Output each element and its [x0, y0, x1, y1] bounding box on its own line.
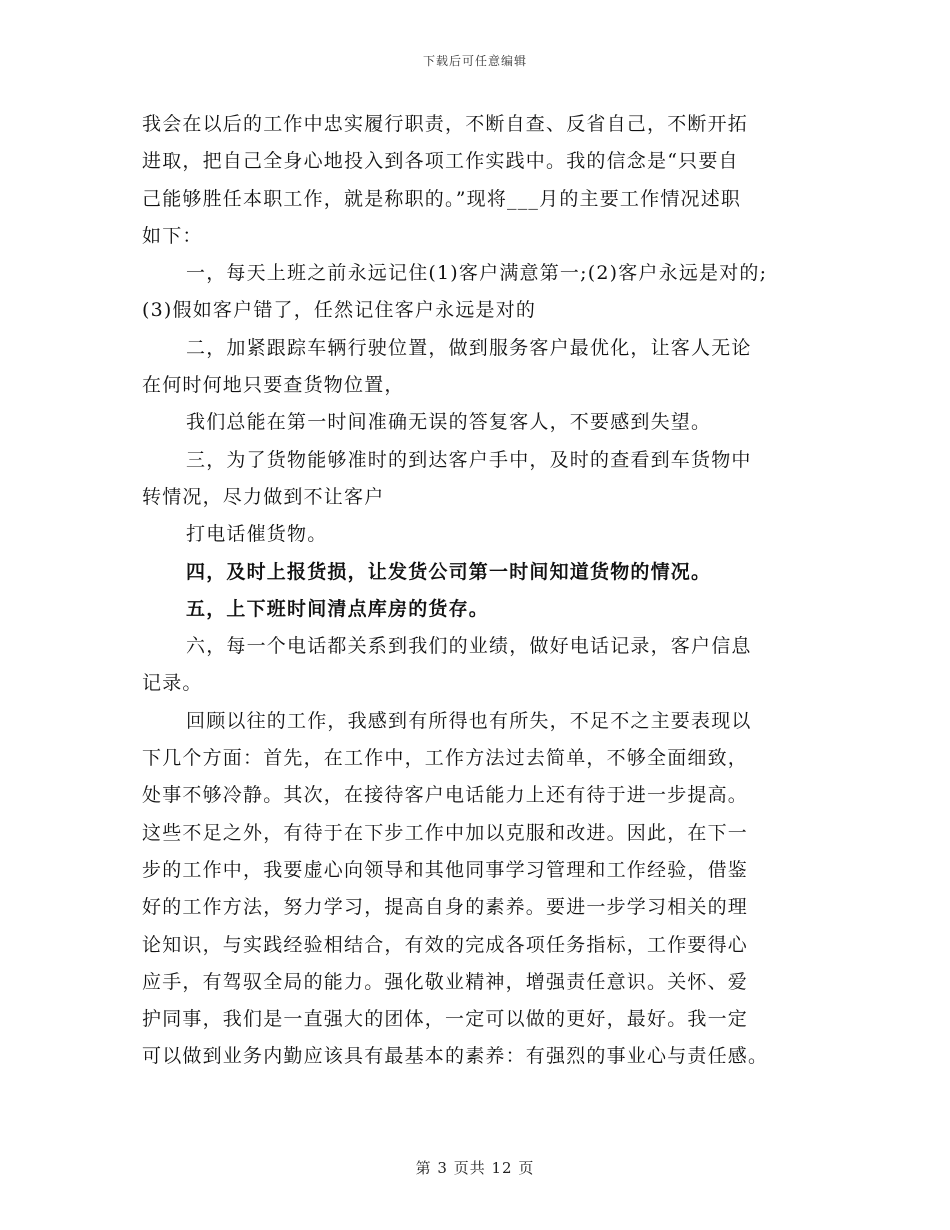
- text-line: 步的工作中，我要虚心向领导和其他同事学习管理和工作经验，借鉴: [142, 858, 749, 881]
- text-line: 我们总能在第一时间准确无误的答复客人，不要感到失望。: [186, 411, 712, 434]
- text-line: (3)假如客户错了，任然记住客户永远是对的: [142, 299, 537, 322]
- page-header: 下载后可任意编辑: [422, 54, 527, 68]
- text-line: 记录。: [142, 672, 203, 695]
- text-line: 下几个方面：首先，在工作中，工作方法过去简单，不够全面细致，: [142, 747, 749, 770]
- text-line: 转情况，尽力做到不让客户: [142, 485, 385, 508]
- text-line: 论知识，与实践经验相结合，有效的完成各项任务指标，工作要得心: [142, 933, 749, 956]
- document-body: [142, 106, 822, 1076]
- page-footer: 第 3 页共 12 页: [415, 1159, 535, 1177]
- text-line: 二，加紧跟踪车辆行驶位置，做到服务客户最优化，让客人无论: [186, 336, 752, 359]
- text-line: 打电话催货物。: [186, 523, 328, 546]
- text-line: 在何时何地只要查货物位置，: [142, 374, 405, 397]
- text-line: 五，上下班时间清点库房的货存。: [186, 597, 490, 620]
- text-line: 己能够胜任本职工作，就是称职的。”现将___月的主要工作情况述职: [142, 187, 742, 210]
- text-line: 应手，有驾驭全局的能力。强化敬业精神，增强责任意识。关怀、爱: [142, 970, 749, 993]
- text-line: 回顾以往的工作，我感到有所得也有所失，不足不之主要表现以: [186, 709, 752, 732]
- text-line: 六，每一个电话都关系到我们的业绩，做好电话记录，客户信息: [186, 635, 752, 658]
- text-line: 进取，把自己全身心地投入到各项工作实践中。我的信念是“只要自: [142, 150, 739, 173]
- text-line: 可以做到业务内勤应该具有最基本的素养：有强烈的事业心与责任感。: [142, 1045, 769, 1068]
- text-line: 一，每天上班之前永远记住(1)客户满意第一;(2)客户永远是对的;: [186, 262, 768, 285]
- text-line: 四，及时上报货损，让发货公司第一时间知道货物的情况。: [186, 560, 712, 583]
- text-line: 三，为了货物能够准时的到达客户手中，及时的查看到车货物中: [186, 448, 752, 471]
- text-line: 好的工作方法，努力学习，提高自身的素养。要进一步学习相关的理: [142, 896, 749, 919]
- text-line: 这些不足之外，有待于在下步工作中加以克服和改进。因此，在下一: [142, 821, 749, 844]
- text-line: 我会在以后的工作中忠实履行职责，不断自查、反省自己，不断开拓: [142, 113, 749, 135]
- text-line: 护同事，我们是一直强大的团体，一定可以做的更好，最好。我一定: [142, 1008, 749, 1031]
- text-line: 处事不够冷静。其次，在接待客户电话能力上还有待于进一步提高。: [142, 784, 749, 807]
- text-line: 如下：: [142, 224, 203, 247]
